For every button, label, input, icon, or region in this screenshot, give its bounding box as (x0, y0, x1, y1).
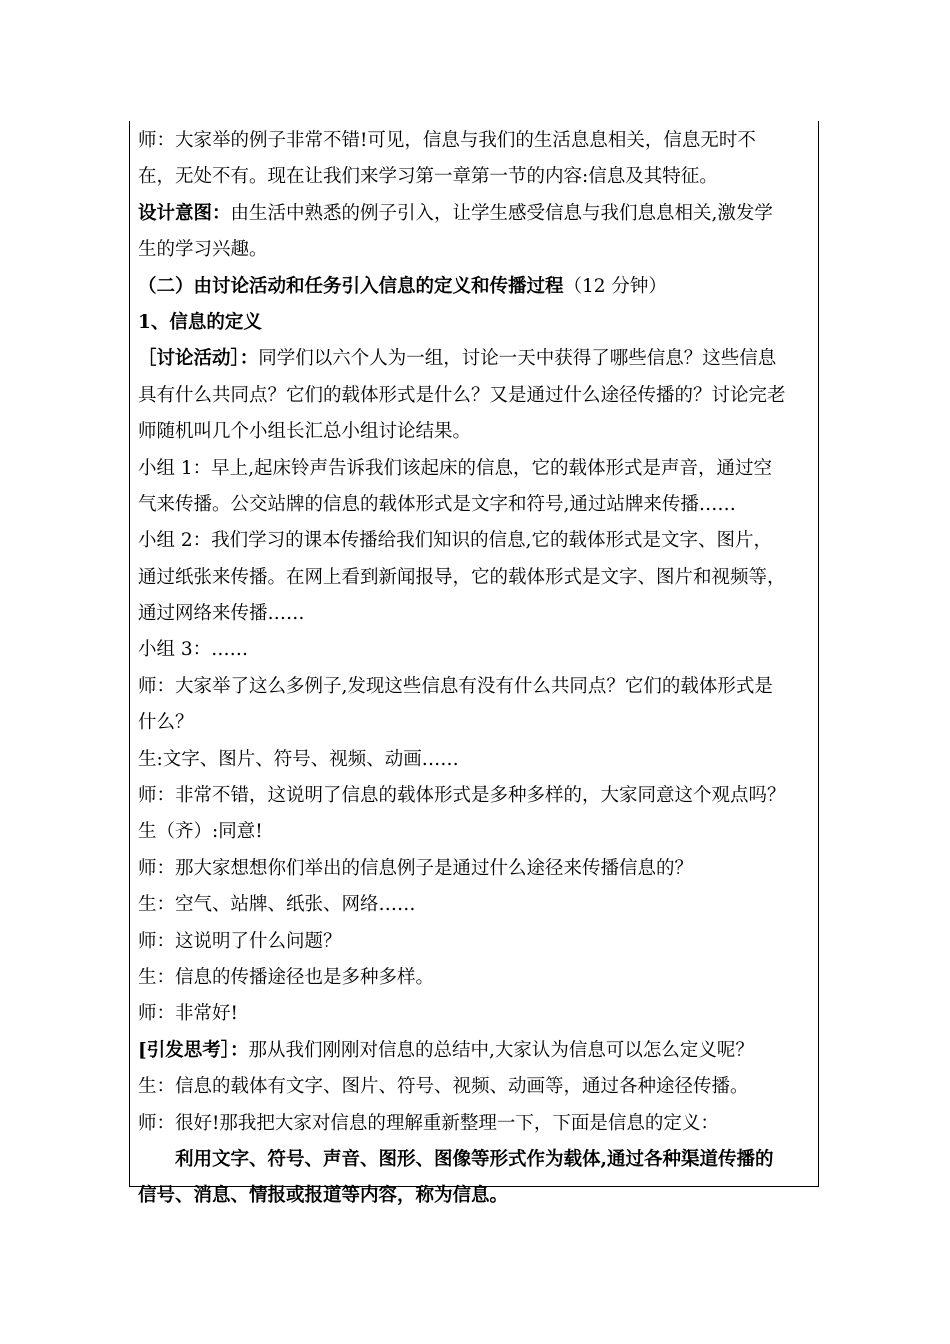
text-segment: 生：信息的传播途径也是多种多样。 (138, 966, 435, 988)
text-line (138, 305, 811, 341)
bold-text-segment: ［讨论活动］： (138, 348, 259, 370)
text-line (138, 887, 811, 923)
text-segment: 师：大家举了这么多例子,发现这些信息有没有什么共同点？它们的载体形式是 (138, 675, 773, 697)
text-segment: 师随机叫几个小组长汇总小组讨论结果。 (138, 421, 472, 443)
text-line (138, 1178, 811, 1214)
text-line (138, 487, 811, 523)
text-segment: 师：那大家想想你们举出的信息例子是通过什么途径来传播信息的？ (138, 857, 694, 879)
text-line (138, 451, 811, 487)
text-segment: 生：空气、站牌、纸张、网络…… (138, 894, 416, 916)
text-line (138, 341, 811, 377)
text-segment: 师：这说明了什么问题？ (138, 930, 342, 952)
text-line (138, 778, 811, 814)
text-line (138, 1069, 811, 1105)
text-segment: 通过纸张来传播。在网上看到新闻报导，它的载体形式是文字、图片和视频等， (138, 566, 786, 588)
text-segment: 由生活中熟悉的例子引入，让学生感受信息与我们息息相关,激发学 (230, 202, 773, 224)
text-line (138, 523, 811, 559)
text-segment: 师：很好!那我把大家对信息的理解重新整理一下，下面是信息的定义： (138, 1112, 719, 1134)
text-line (138, 1106, 811, 1142)
text-segment: 气来传播。公交站牌的信息的载体形式是文字和符号,通过站牌来传播…… (138, 493, 736, 515)
bold-text-segment: 设计意图： (138, 202, 231, 224)
text-segment: 小组 2：我们学习的课本传播给我们知识的信息,它的载体形式是文字、图片， (138, 530, 773, 552)
text-line (138, 560, 811, 596)
text-segment: 师：非常不错，这说明了信息的载体形式是多种多样的，大家同意这个观点吗？ (138, 785, 786, 807)
text-line (138, 632, 811, 668)
text-segment: 小组 3：…… (138, 639, 249, 661)
text-line (138, 269, 811, 305)
text-segment: 生:文字、图片、符号、视频、动画…… (138, 748, 459, 770)
bold-text-segment: [引发思考］： (138, 1039, 249, 1061)
text-line (138, 414, 811, 450)
text-segment: 小组 1：早上,起床铃声告诉我们该起床的信息，它的载体形式是声音，通过空 (138, 457, 773, 479)
text-segment: 师：非常好! (138, 1003, 238, 1025)
text-line (138, 232, 811, 268)
text-line (138, 596, 811, 632)
text-segment: 具有什么共同点？它们的载体形式是什么？又是通过什么途径传播的？讨论完老 (138, 384, 786, 406)
text-segment: （12 分钟） (563, 275, 667, 297)
text-segment: 通过网络来传播…… (138, 603, 305, 625)
text-segment: 生（齐）:同意! (138, 821, 263, 843)
text-line (138, 996, 811, 1032)
text-segment: 什么？ (138, 712, 194, 734)
text-line (138, 814, 811, 850)
text-line (138, 669, 811, 705)
text-line (138, 960, 811, 996)
text-segment: 同学们以六个人为一组，讨论一天中获得了哪些信息？这些信息 (258, 348, 777, 370)
text-line (138, 123, 811, 159)
bold-text-segment: 1、信息的定义 (138, 311, 262, 333)
text-segment: 那从我们刚刚对信息的总结中,大家认为信息可以怎么定义呢？ (248, 1039, 754, 1061)
text-line (138, 196, 811, 232)
bold-text-segment: 信号、消息、情报或报道等内容，称为信息。 (138, 1185, 509, 1207)
text-line (138, 851, 811, 887)
bold-text-segment: 利用文字、符号、声音、图形、图像等形式作为载体,通过各种渠道传播的 (175, 1148, 774, 1170)
bold-text-segment: （二）由讨论活动和任务引入信息的定义和传播过程 (138, 275, 564, 297)
text-segment: 在，无处不有。现在让我们来学习第一章第一节的内容:信息及其特征。 (138, 166, 718, 188)
text-segment: 生：信息的载体有文字、图片、符号、视频、动画等，通过各种途径传播。 (138, 1076, 749, 1098)
text-line (138, 705, 811, 741)
text-segment: 生的学习兴趣。 (138, 239, 268, 261)
text-line (138, 378, 811, 414)
text-segment: 师：大家举的例子非常不错!可见，信息与我们的生活息息相关，信息无时不 (138, 130, 756, 151)
lesson-plan-content (138, 123, 811, 1215)
text-line (138, 924, 811, 960)
text-line (138, 1142, 811, 1178)
text-line (138, 1033, 811, 1069)
text-line (138, 742, 811, 778)
text-line (138, 159, 811, 195)
